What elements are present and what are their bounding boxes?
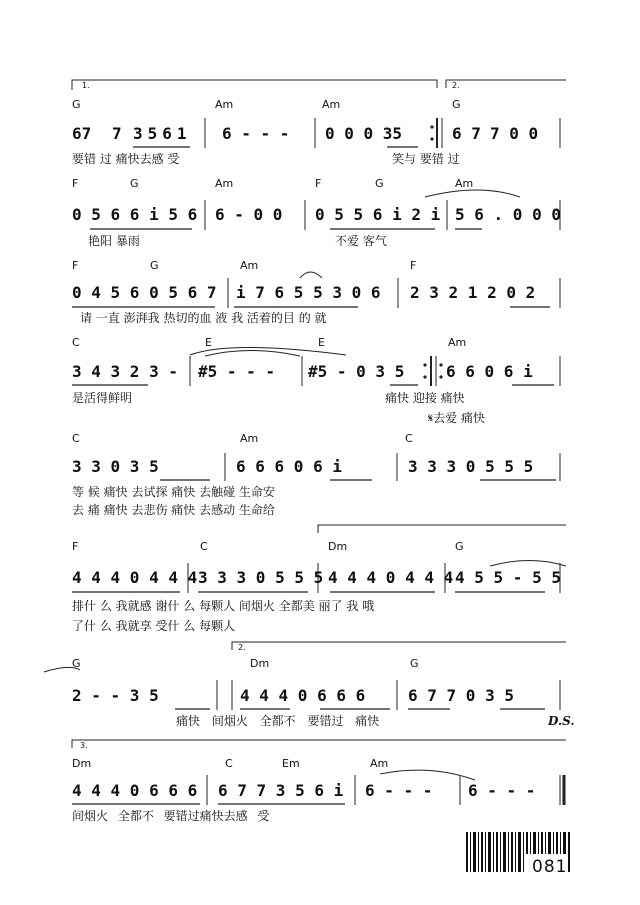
lyric-line: 是活得鲜明 (72, 391, 133, 405)
notes: 3 3 0 3 5 (72, 457, 159, 476)
chord: Am (240, 432, 259, 445)
notes: 6 7 (452, 124, 481, 143)
notes: 2 - - 3 5 (72, 686, 159, 705)
notes: 6 7 7 0 3 5 (408, 686, 514, 705)
notes: 7 0 0 (490, 124, 539, 143)
lyric-line: 痛快 间烟火 全都不 要错过 痛快 (176, 714, 380, 728)
notes: #5 - 0 3 5 (308, 362, 405, 381)
notes: 6 - - - (222, 124, 290, 143)
chord: Dm (250, 657, 270, 670)
chord: Am (240, 259, 259, 272)
chord: F (72, 259, 79, 272)
chord: F (72, 177, 79, 190)
ds-marker: D.S. (548, 714, 575, 728)
volta-2-label: 2. (238, 643, 246, 652)
notes: #5 - - - (198, 362, 276, 381)
notes: 0 5 6 6 i 5 6 (72, 205, 198, 224)
notes: 4 5 5 - 5 5 (455, 568, 561, 587)
chord: Dm (72, 757, 92, 770)
chord: C (200, 540, 208, 553)
chord: Am (215, 98, 234, 111)
notes: 3 3 3 0 5 5 5 (408, 457, 534, 476)
lyric-line: 间烟火 全都不 要错过痛快去感 受 (72, 809, 270, 823)
notes: 5 6 . 0 0 0 (455, 205, 561, 224)
lyric-line: 请 一直 澎湃我 热切的血 液 我 活着的目 的 就 (80, 311, 327, 325)
chord: Am (322, 98, 341, 111)
chord: G (455, 540, 464, 553)
chord: G (130, 177, 139, 190)
chord: C (405, 432, 413, 445)
lyric-line: 笑与 要错 过 (392, 152, 460, 166)
chord: F (72, 540, 79, 553)
chord: F (315, 177, 322, 190)
lyric-line: 痛快 迎接 痛快 (385, 391, 465, 405)
lyric-line: 等 候 痛快 去试探 痛快 去触碰 生命安 (72, 485, 275, 499)
lyric-line: 要错 过 痛快去感 受 (72, 152, 180, 166)
notes: 6 - - - (365, 781, 433, 800)
notes: i 7 6 5 5 3 0 6 (236, 283, 381, 302)
chord: Am (215, 177, 234, 190)
notes: 4 4 4 0 6 6 6 (72, 781, 198, 800)
volta-1-label: 1. (82, 81, 90, 90)
lyric-line: 排什 么 我就感 谢什 么 每颗人 间烟火 全都美 丽了 我 哦 (72, 599, 375, 613)
lyric-line: 艳阳 暴雨 (88, 234, 140, 248)
notes: 4 4 4 0 4 4 4 (328, 568, 454, 587)
chord: G (72, 98, 81, 111)
notes: 4 4 4 0 4 4 4 (72, 568, 198, 587)
chord: Dm (328, 540, 348, 553)
chord: C (72, 432, 80, 445)
chord: F (410, 259, 417, 272)
segno-lyric-line: 𝄋去爱 痛快 (428, 411, 485, 425)
volta-2-label: 2. (452, 81, 460, 90)
notes: 6 6 6 0 6 i (236, 457, 342, 476)
volta-3-label: 3. (80, 741, 88, 750)
chord: G (452, 98, 461, 111)
notes: 0 0 0 35 (325, 124, 403, 143)
chord: G (150, 259, 159, 272)
chord: G (375, 177, 384, 190)
chord: G (72, 657, 81, 670)
chord: G (410, 657, 419, 670)
notes: 6 7 7 3 5 6 i (218, 781, 344, 800)
notes: 3 3 3 0 5 5 5 (198, 568, 324, 587)
lyric-line-2: 去 痛 痛快 去悲伤 痛快 去感动 生命给 (72, 503, 275, 517)
notes: 7 (112, 124, 122, 143)
page-number: 081 (532, 857, 568, 877)
chord: E (318, 336, 325, 349)
chord: Em (282, 757, 300, 770)
lyric-line-2: 了什 么 我就享 受什 么 每颗人 (72, 619, 236, 633)
notes: 0 5 5 6 i 2 i (315, 205, 441, 224)
chord: Am (455, 177, 474, 190)
chord: E (205, 336, 212, 349)
notes: 4 4 4 0 6 6 6 (240, 686, 366, 705)
notes: 2 3 2 1 2 0 2 (410, 283, 536, 302)
notes: 3 4 3 2 3 - (72, 362, 178, 381)
chord: C (72, 336, 80, 349)
notes: 3561 (133, 124, 192, 143)
notes: 0 4 5 6 0 5 6 7 (72, 283, 217, 302)
chord: C (225, 757, 233, 770)
notes: 6 - 0 0 (215, 205, 283, 224)
notes: 6 6 0 6 i (446, 362, 533, 381)
notes: 6 - - - (468, 781, 536, 800)
chord: Am (370, 757, 389, 770)
chord: Am (448, 336, 467, 349)
lyric-line: 不爱 客气 (335, 234, 387, 248)
notes: 67 (72, 124, 92, 143)
